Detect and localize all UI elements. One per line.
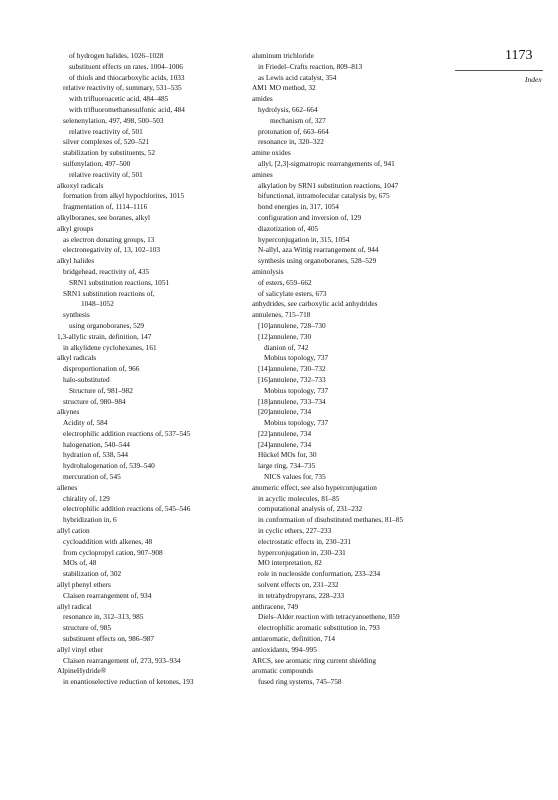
index-subentry: [14]annulene, 730–732 — [258, 364, 326, 374]
index-subentry: fragmentation of, 1114–1116 — [63, 202, 148, 212]
index-subentry: hydrohalogenation of, 539–540 — [63, 461, 155, 471]
index-subentry: as electron donating groups, 13 — [63, 234, 155, 244]
index-subentry: with trifluoromethanesulfonic acid, 484 — [69, 104, 185, 114]
index-subentry: silver complexes of, 520–521 — [63, 137, 150, 147]
index-heading: allenes — [57, 482, 78, 492]
index-subentry: Diels–Alder reaction with tetracyanoethene, 859 — [258, 612, 400, 622]
index-subentry: dianion of, 742 — [264, 342, 309, 352]
index-subentry: hybridization in, 6 — [63, 515, 117, 525]
index-subentry: bridgehead, reactivity of, 435 — [63, 266, 150, 276]
index-subentry: with trifluoroacetic acid, 484–485 — [69, 94, 169, 104]
index-subentry: Claisen rearrangement of, 934 — [63, 590, 152, 600]
index-subentry: 1048–1052 — [81, 299, 114, 309]
index-subentry: Mobius topology, 737 — [264, 418, 329, 428]
index-subentry: synthesis using organoboranes, 528–529 — [258, 256, 377, 266]
index-heading: amines — [252, 169, 273, 179]
index-subentry: Claisen rearrangement of, 273, 933–934 — [63, 655, 181, 665]
index-heading: allyl cation — [57, 526, 90, 536]
index-heading: antioxidants, 994–995 — [252, 644, 317, 654]
index-subentry: electrostatic effects in, 230–231 — [258, 536, 352, 546]
index-heading: antiaromatic, definition, 714 — [252, 634, 336, 644]
index-subentry: hyperconjugation in, 315, 1054 — [258, 234, 350, 244]
index-subentry: relative reactivity of, summary, 531–535 — [63, 83, 182, 93]
index-subentry: MO interpretation, 82 — [258, 558, 322, 568]
index-subentry: of hydrogen halides, 1026–1028 — [69, 51, 164, 60]
index-heading: amine oxides — [252, 148, 291, 158]
index-heading: annulenes, 715–718 — [252, 310, 311, 320]
index-subentry: protonation of, 663–664 — [258, 126, 329, 136]
index-subentry: bifunctional, intramolecular catalysis by, 675 — [258, 191, 390, 201]
index-subentry: in alkylidene cyclohexanes, 161 — [63, 342, 157, 352]
index-subentry: chirality of, 129 — [63, 493, 110, 503]
index-subentry: disproportionation of, 966 — [63, 364, 140, 374]
index-subentry: Mobius topology, 737 — [264, 385, 329, 395]
index-subentry: selenenylation, 497, 498, 500–503 — [63, 115, 164, 125]
index-subentry: resonance in, 312–313, 985 — [63, 612, 144, 622]
index-subentry: role in nucleoside conformation, 233–234 — [258, 569, 381, 579]
index-subentry: relative reactivity of, 501 — [69, 169, 143, 179]
index-subentry: substituent effects on rates, 1004–1006 — [69, 61, 183, 71]
index-subentry: Mobius topology, 737 — [264, 353, 329, 363]
index-subentry: halo-substituted — [63, 374, 110, 384]
index-heading: alkynes — [57, 407, 80, 417]
index-subentry: formation from alkyl hypochlorites, 1015 — [63, 191, 184, 201]
index-subentry: N-allyl, aza Wittig rearrangement of, 944 — [258, 245, 379, 255]
index-subentry: [24]annulene, 734 — [258, 439, 312, 449]
index-subentry: in conformation of disubstituted methanes, 81–85 — [258, 515, 404, 525]
index-subentry: electronegativity of, 13, 102–103 — [63, 245, 161, 255]
index-subentry: configuration and inversion of, 129 — [258, 212, 362, 222]
index-subentry: hydration of, 538, 544 — [63, 450, 129, 460]
index-subentry: computational analysis of, 231–232 — [258, 504, 363, 514]
index-subentry: [18]annulene, 733–734 — [258, 396, 326, 406]
index-subentry: halogenation, 540–544 — [63, 439, 130, 449]
index-subentry: stabilization of, 302 — [63, 569, 122, 579]
index-subentry: diazotization of, 405 — [258, 223, 319, 233]
index-subentry: synthesis — [63, 310, 90, 320]
index-subentry: [12]annulene, 730 — [258, 331, 312, 341]
index-subentry: as Lewis acid catalyst, 354 — [258, 72, 337, 82]
index-subentry: from cyclopropyl cation, 907–908 — [63, 547, 163, 557]
index-subentry: Acidity of, 584 — [63, 418, 108, 428]
index-subentry: using organoboranes, 529 — [69, 320, 145, 330]
index-subentry: hydrolysis, 662–664 — [258, 104, 318, 114]
index-subentry: sulfenylation, 497–500 — [63, 158, 131, 168]
index-heading: alkyl groups — [57, 223, 94, 233]
index-heading: allyl phenyl ethers — [57, 580, 111, 590]
index-subentry: SRN1 substitution reactions, 1051 — [69, 277, 170, 287]
index-heading: aromatic compounds — [252, 666, 313, 676]
index-subentry: [10]annulene, 728–730 — [258, 320, 326, 330]
index-column-left — [57, 51, 262, 688]
index-subentry: electrophilic addition reactions of, 537–545 — [63, 428, 191, 438]
index-subentry: solvent effects on, 231–232 — [258, 580, 339, 590]
index-heading: alkyl radicals — [57, 353, 97, 363]
index-subentry: structure of, 985 — [63, 623, 112, 633]
index-subentry: mechanism of, 327 — [270, 115, 326, 125]
index-subentry: resonance in, 320–322 — [258, 137, 324, 147]
index-subentry: Structure of, 981–982 — [69, 385, 133, 395]
index-heading: anomeric effect, see also hyperconjugation — [252, 482, 377, 492]
index-subentry: of salicylate esters, 673 — [258, 288, 327, 298]
index-heading: aminolysis — [252, 266, 284, 276]
index-heading: allyl vinyl ether — [57, 644, 104, 654]
index-subentry: mercuration of, 545 — [63, 472, 121, 482]
index-heading: aluminum trichloride — [252, 51, 314, 60]
index-subentry: relative reactivity of, 501 — [69, 126, 143, 136]
index-heading: anhydrides, see carboxylic acid anhydrides — [252, 299, 378, 309]
index-subentry: in acyclic molecules, 81–85 — [258, 493, 340, 503]
index-subentry: of esters, 659–662 — [258, 277, 312, 287]
index-subentry: stabilization by substituents, 52 — [63, 148, 156, 158]
index-subentry: electrophilic addition reactions of, 545–546 — [63, 504, 191, 514]
index-subentry: in tetrahydropyrans, 228–233 — [258, 590, 345, 600]
index-heading: amides — [252, 94, 273, 104]
index-subentry: substituent effects on, 986–987 — [63, 634, 155, 644]
index-subentry: SRN1 substitution reactions of, — [63, 288, 155, 298]
index-subentry: fused ring systems, 745–758 — [258, 677, 342, 687]
index-subentry: allyl, [2,3]-sigmatropic rearrangements of, 941 — [258, 158, 395, 168]
index-heading: AM1 MO method, 32 — [252, 83, 316, 93]
index-subentry: MOs of, 48 — [63, 558, 97, 568]
index-subentry: electrophilic aromatic substitution in, 793 — [258, 623, 380, 633]
index-subentry: bond energies in, 317, 1054 — [258, 202, 339, 212]
index-subentry: alkylation by SRN1 substitution reactions, 1047 — [258, 180, 399, 190]
index-subentry: structure of, 980–984 — [63, 396, 126, 406]
index-heading: AlpineHydride® — [57, 666, 107, 676]
index-heading: allyl radical — [57, 601, 92, 611]
index-column-right — [252, 51, 457, 688]
index-heading: alkylboranes, see boranes, alkyl — [57, 212, 151, 222]
index-heading: 1,3-allylic strain, definition, 147 — [57, 331, 152, 341]
index-subentry: hyperconjugation in, 230–231 — [258, 547, 346, 557]
page-number: 1173 — [505, 48, 533, 63]
index-subentry: of thiols and thiocarboxylic acids, 1033 — [69, 72, 185, 82]
index-heading: alkyl halides — [57, 256, 95, 266]
index-subentry: in enantioselective reduction of ketones, 193 — [63, 677, 194, 687]
section-label: Index — [525, 75, 542, 84]
index-heading: ARCS, see aromatic ring current shielding — [252, 655, 377, 665]
index-heading: anthracene, 749 — [252, 601, 299, 611]
index-subentry: NICS values for, 735 — [264, 472, 326, 482]
index-subentry: cycloaddition with alkenes, 48 — [63, 536, 153, 546]
index-subentry: [22]annulene, 734 — [258, 428, 312, 438]
index-subentry: [16]annulene, 732–733 — [258, 374, 326, 384]
index-subentry: [20]annulene, 734 — [258, 407, 312, 417]
index-subentry: large ring, 734–735 — [258, 461, 316, 471]
index-subentry: Hückel MOs for, 30 — [258, 450, 317, 460]
index-heading: alkoxyl radicals — [57, 180, 104, 190]
index-subentry: in cyclic ethers, 227–233 — [258, 526, 332, 536]
header-rule — [455, 70, 543, 71]
index-subentry: in Friedel–Crafts reaction, 809–813 — [258, 61, 363, 71]
